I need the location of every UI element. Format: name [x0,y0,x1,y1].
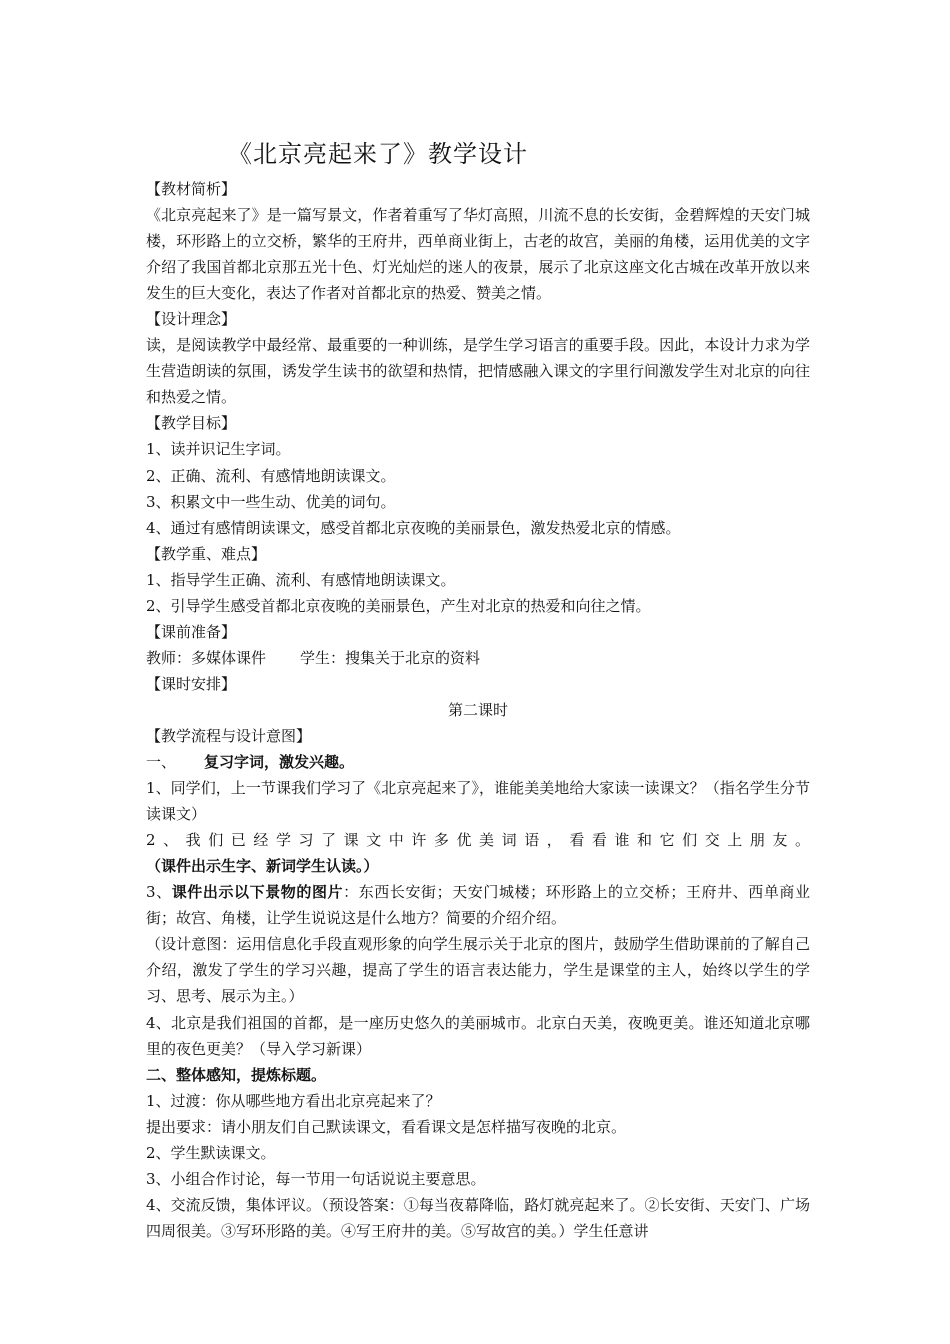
p2-text: 2、我们已经学习了课文中许多优美词语，看看谁和它们交上朋友。 [146,831,810,850]
document-body [146,176,810,1244]
p3-bold: 课件出示以下景物的图片 [171,883,344,902]
goal-item: 2、正确、流利、有感情地朗读课文。 [146,466,396,485]
keypoint-item: 2、引导学生感受首都北京夜晚的美丽景色，产生对北京的热爱和向往之情。 [146,596,651,615]
goal-item: 3、积累文中一些生动、优美的词句。 [146,492,396,511]
concept-paragraph: 读，是阅读教学中最经常、最重要的一种训练，是学生学习语言的重要手段。因此，本设计力求为学生营造朗读的氛围，诱发学生读书的欲望和热情，把情感融入课文的字里行间激发学生对北京的向往和热爱之情。 [146,336,810,407]
section-heading-goals: 【教学目标】 [146,414,237,433]
section-heading-concept: 【设计理念】 [146,310,237,329]
prep-teacher: 教师：多媒体课件 [146,648,267,667]
prep-line [146,645,810,671]
part1-paragraph: 4、北京是我们祖国的首都，是一座历史悠久的美丽城市。北京白天美，夜晚更美。谁还知道北京哪里的夜色更美？（导入学习新课） [146,1013,810,1058]
part2-item: 2、学生默读课文。 [146,1143,276,1162]
part1-title: 复习字词，激发兴趣。 [204,753,355,772]
prep-student: 学生：搜集关于北京的资料 [300,648,481,667]
part1-paragraph [146,879,810,931]
material-paragraph: 《北京亮起来了》是一篇写景文，作者着重写了华灯高照，川流不息的长安街，金碧辉煌的天安门城楼，环形路上的立交桥，繁华的王府井，西单商业街上，古老的故宫，美丽的角楼，运用优美的文字介绍了我国首都北京那五光十色、灯光灿烂的迷人的夜景，展示了北京这座文化古城在改革开放以来发生的巨大变化，表达了作者对首都北京的热爱、赞美之情。 [146,206,810,303]
section-heading-prep: 【课前准备】 [146,622,237,641]
part2-item: 1、过渡：你从哪些地方看出北京亮起来了？ [146,1091,441,1110]
keypoint-item: 1、指导学生正确、流利、有感情地朗读课文。 [146,570,456,589]
section-heading-material: 【教材简析】 [146,180,237,198]
part1-heading [146,749,810,775]
part2-item: 3、小组合作讨论，每一节用一句话说说主要意思。 [146,1169,486,1188]
p3-prefix: 3、 [146,883,172,902]
p3-text: ：东西长安街；天安门城楼；环形路上的立交桥；王府井、西单商业街；故宫、角楼，让学生说说这是什么地方？简要的介绍介绍。 [146,883,810,928]
part1-paragraph [146,827,810,879]
goal-item: 4、通过有感情朗读课文，感受首都北京夜晚的美丽景色，激发热爱北京的情感。 [146,518,681,537]
design-intent: （设计意图：运用信息化手段直观形象的向学生展示关于北京的图片，鼓励学生借助课前的了解自己介绍，激发了学生的学习兴趣，提高了学生的语言表达能力，学生是课堂的主人，始终以学生的学习、思考、展示为主。） [146,935,810,1006]
part1-paragraph: 1、同学们，上一节课我们学习了《北京亮起来了》，谁能美美地给大家读一读课文？（指名学生分节读课文） [146,779,810,824]
section-heading-keypoints: 【教学重、难点】 [146,544,267,563]
section-heading-flow: 【教学流程与设计意图】 [146,726,312,745]
goal-item: 1、读并识记生字词。 [146,440,291,459]
p2-bold: （课件出示生字、新词学生认读。） [146,857,379,876]
part1-number: 一、 [146,753,177,772]
part2-item: 提出要求：请小朋友们自己默读课文，看看课文是怎样描写夜晚的北京。 [146,1117,627,1136]
part2-heading: 二、整体感知，提炼标题。 [146,1065,327,1084]
lesson-label: 第二课时 [447,700,508,719]
section-heading-schedule: 【课时安排】 [146,674,237,693]
document-title: 《北京亮起来了》教学设计 [228,140,528,168]
part2-item: 4、交流反馈，集体评议。（预设答案：①每当夜幕降临，路灯就亮起来了。②长安街、天安门、广场四周很美。③写环形路的美。④写王府井的美。⑤写故宫的美。）学生任意讲 [146,1195,810,1240]
